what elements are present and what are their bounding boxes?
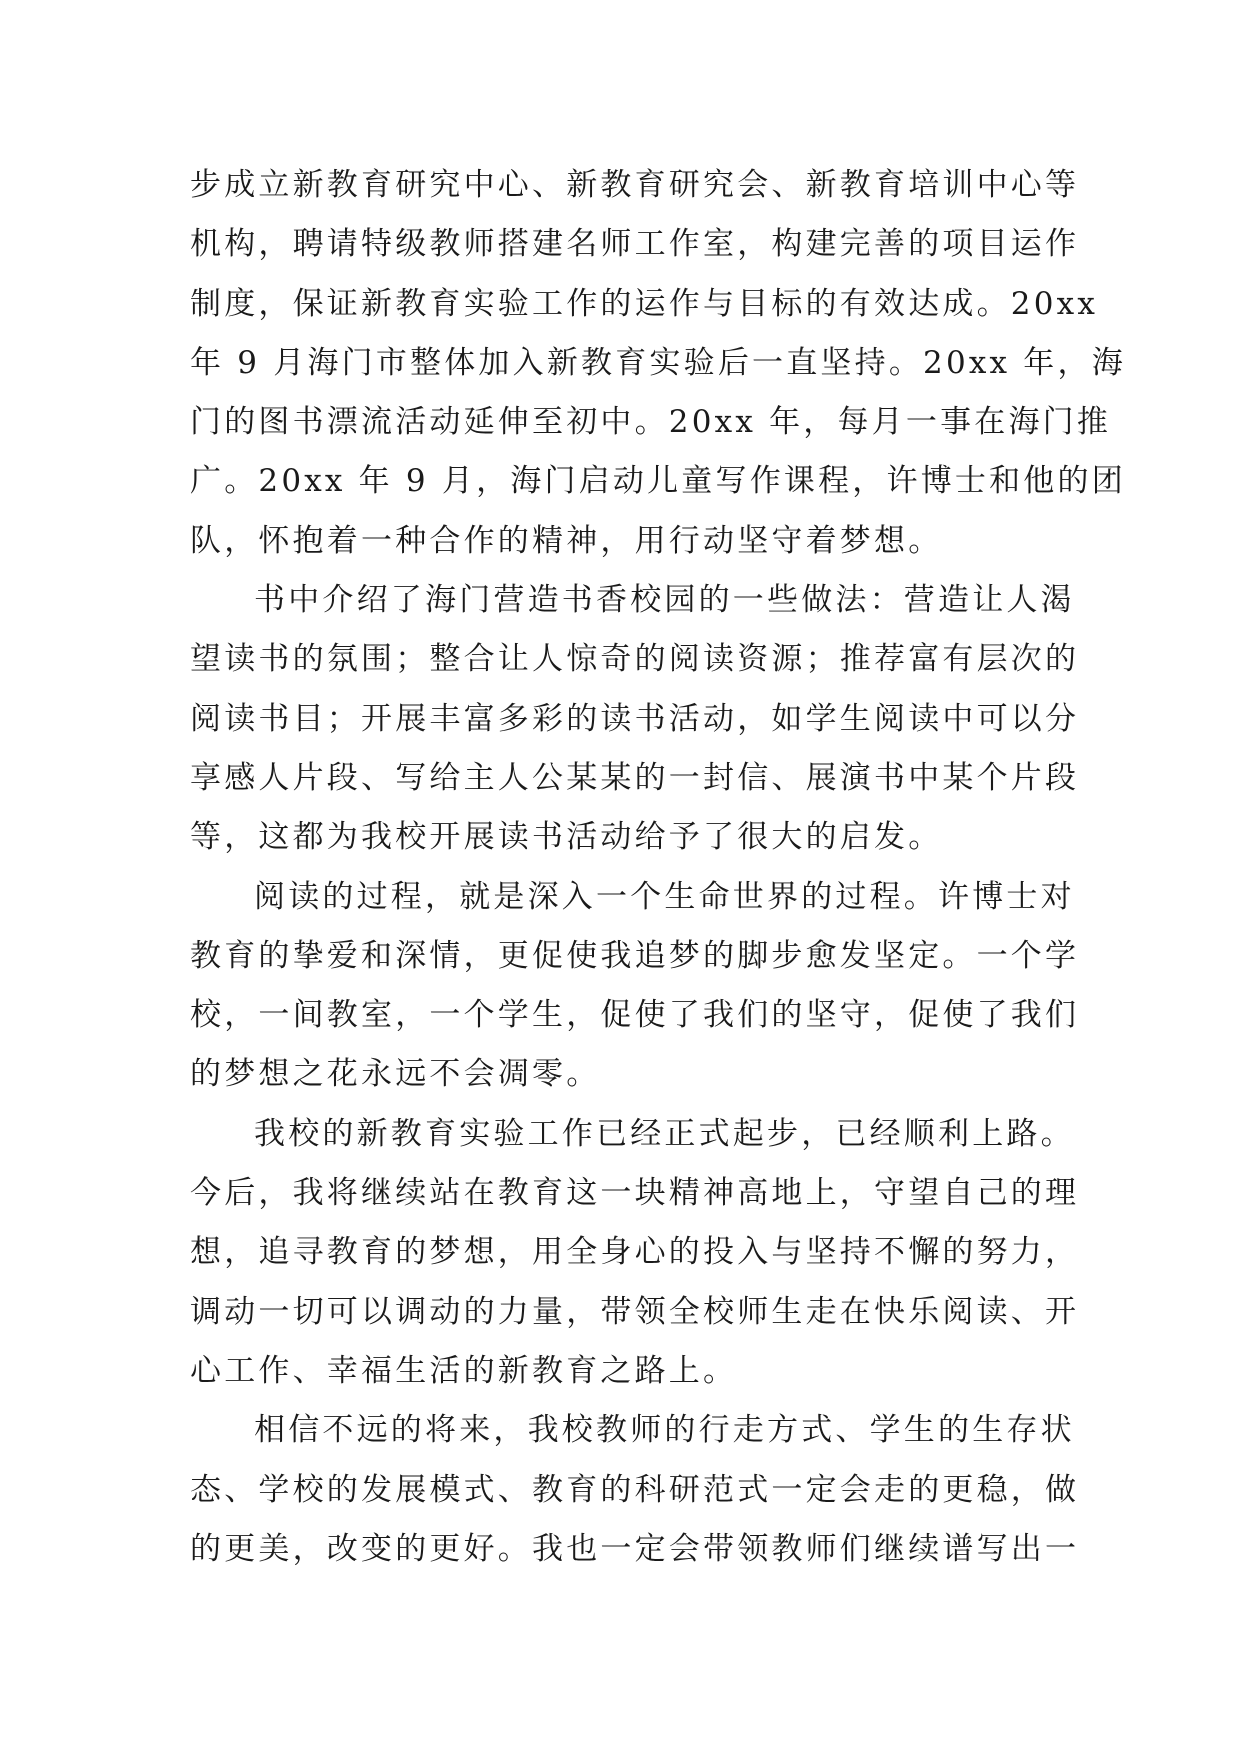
text-line: 教育的挚爱和深情，更促使我追梦的脚步愈发坚定。一个学 (190, 937, 1080, 974)
text-line: 调动一切可以调动的力量，带领全校师生走在快乐阅读、开 (190, 1293, 1080, 1330)
paragraph-first-line: 阅读的过程，就是深入一个生命世界的过程。许博士对 (254, 878, 1075, 915)
text-line: 想，追寻教育的梦想，用全身心的投入与坚持不懈的努力， (190, 1234, 1080, 1271)
text-line: 机构，聘请特级教师搭建名师工作室，构建完善的项目运作 (190, 226, 1080, 263)
document-body (190, 156, 1126, 1579)
paragraph-first-line: 书中介绍了海门营造书香校园的一些做法：营造让人渴 (254, 582, 1075, 619)
text-line: 等，这都为我校开展读书活动给予了很大的启发。 (190, 819, 943, 856)
paragraph-first-line: 相信不远的将来，我校教师的行走方式、学生的生存状 (254, 1412, 1075, 1449)
text-line: 队，怀抱着一种合作的精神，用行动坚守着梦想。 (190, 522, 943, 559)
text-line: 制度，保证新教育实验工作的运作与目标的有效达成。20xx (190, 285, 1099, 322)
text-line: 校，一间教室，一个学生，促使了我们的坚守，促使了我们 (190, 997, 1080, 1034)
paragraph-first-line: 我校的新教育实验工作已经正式起步，已经顺利上路。 (254, 1115, 1075, 1152)
text-line: 享感人片段、写给主人公某某的一封信、展演书中某个片段 (190, 759, 1080, 796)
text-line: 广。20xx 年 9 月，海门启动儿童写作课程，许博士和他的团 (190, 463, 1126, 500)
text-line: 的更美，改变的更好。我也一定会带领教师们继续谱写出一 (190, 1530, 1080, 1567)
text-line: 门的图书漂流活动延伸至初中。20xx 年，每月一事在海门推 (190, 404, 1112, 441)
text-line: 阅读书目；开展丰富多彩的读书活动，如学生阅读中可以分 (190, 700, 1080, 737)
text-line: 望读书的氛围；整合让人惊奇的阅读资源；推荐富有层次的 (190, 641, 1080, 678)
text-line: 年 9 月海门市整体加入新教育实验后一直坚持。20xx 年，海 (190, 344, 1126, 381)
text-line: 的梦想之花永远不会凋零。 (190, 1056, 601, 1093)
text-line: 态、学校的发展模式、教育的科研范式一定会走的更稳，做 (190, 1471, 1080, 1508)
text-line: 步成立新教育研究中心、新教育研究会、新教育培训中心等 (190, 167, 1080, 203)
text-line: 今后，我将继续站在教育这一块精神高地上，守望自己的理 (190, 1175, 1080, 1212)
text-line: 心工作、幸福生活的新教育之路上。 (190, 1352, 738, 1389)
